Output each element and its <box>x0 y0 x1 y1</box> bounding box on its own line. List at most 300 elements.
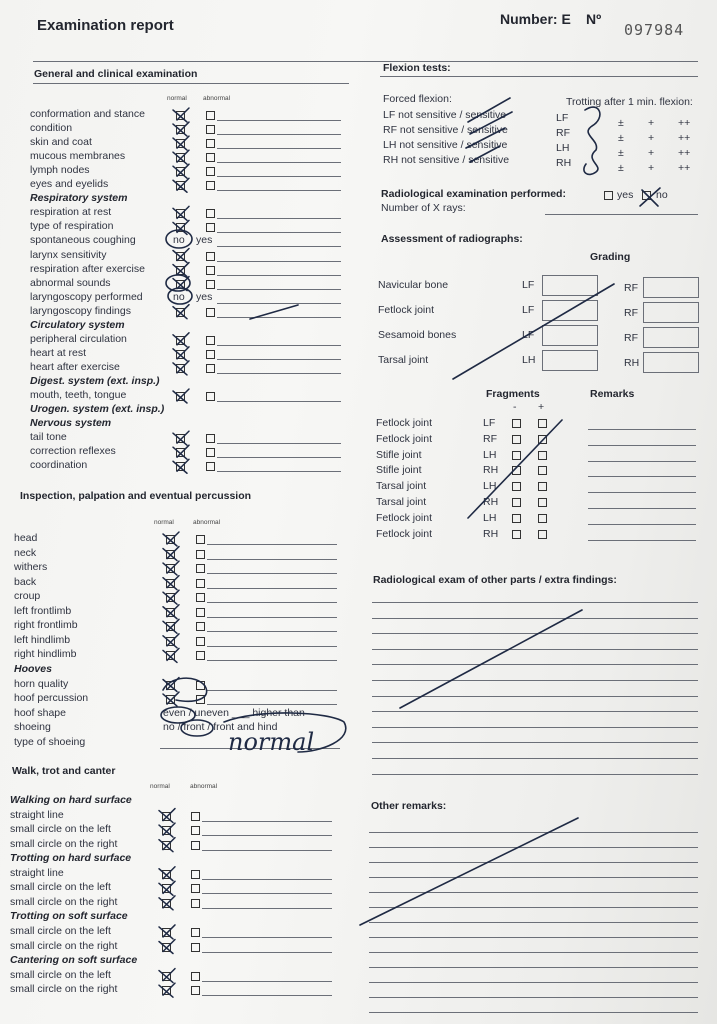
normal-checkbox[interactable] <box>176 167 185 176</box>
abnormal-checkbox[interactable] <box>206 336 215 345</box>
other-parts-line <box>372 649 698 650</box>
normal-checkbox[interactable] <box>176 434 185 443</box>
inspection-item-label: head <box>14 532 38 544</box>
grading-left-box[interactable] <box>542 275 598 296</box>
normal-checkbox[interactable] <box>166 622 175 631</box>
general-item-label: Nervous system <box>30 417 112 430</box>
grading-label: Grading <box>590 251 631 263</box>
inspection-item-label: hoof percussion <box>14 692 89 705</box>
fragment-joint-label: Stifle joint <box>376 464 422 477</box>
normal-checkbox[interactable] <box>166 550 175 559</box>
general-item-label: tail tone <box>30 431 67 444</box>
other-remarks-line <box>369 922 698 923</box>
trotting-score: ++ <box>678 117 691 129</box>
abnormal-checkbox[interactable] <box>191 841 200 850</box>
flexion-heading-rule <box>380 76 698 77</box>
grading-left-box[interactable] <box>542 325 598 346</box>
trotting-leg-label: LH <box>556 142 570 154</box>
abnormal-checkbox[interactable] <box>206 280 215 289</box>
other-parts-line <box>372 758 698 759</box>
abnormal-checkbox[interactable] <box>206 181 215 190</box>
remark-line <box>217 471 341 472</box>
option-yes-label: yes <box>196 290 213 303</box>
grading-left-box[interactable] <box>542 350 598 371</box>
fragment-leg-label: RH <box>483 527 499 540</box>
remark-line <box>217 401 341 402</box>
remark-line <box>207 544 337 545</box>
remark-line <box>217 345 341 346</box>
remark-line <box>207 588 337 589</box>
option-no-label: no <box>173 234 185 247</box>
fragment-leg-label: LH <box>483 448 497 461</box>
other-remarks-line <box>369 907 698 908</box>
fragment-joint-label: Fetlock joint <box>376 417 433 429</box>
remark-line <box>207 602 337 603</box>
other-parts-line <box>372 742 698 743</box>
fragments-minus: - <box>513 401 517 413</box>
trotting-score: ++ <box>678 147 691 159</box>
gait-col-normal: normal <box>150 783 170 790</box>
fragment-leg-label: RF <box>483 432 497 445</box>
trotting-score: + <box>648 147 655 159</box>
grading-right-leg: RF <box>624 282 638 294</box>
trotting-score: ± <box>618 162 624 174</box>
fragment-remark-line <box>588 461 696 462</box>
gait-item-label: straight line <box>10 808 64 821</box>
trotting-score: + <box>648 117 655 129</box>
trotting-score: ± <box>618 147 624 159</box>
normal-checkbox[interactable] <box>176 308 185 317</box>
fragment-remark-line <box>588 476 696 477</box>
remark-line <box>207 690 337 691</box>
abnormal-checkbox[interactable] <box>206 462 215 471</box>
fragment-minus-checkbox[interactable] <box>512 419 521 428</box>
grading-row-label: Sesamoid bones <box>378 329 457 341</box>
abnormal-checkbox[interactable] <box>196 637 205 646</box>
gait-item-label: Walking on hard surface <box>10 794 132 806</box>
general-item-label: conformation and stance <box>30 108 145 120</box>
type-of-shoeing-handwritten: normal <box>228 728 315 756</box>
normal-checkbox[interactable] <box>162 841 171 850</box>
forced-flexion-label: Forced flexion: <box>383 93 452 105</box>
remark-line <box>217 218 341 219</box>
normal-checkbox[interactable] <box>176 153 185 162</box>
normal-checkbox[interactable] <box>166 579 175 588</box>
fragment-leg-label: LH <box>483 511 497 524</box>
general-item-label: Digest. system (ext. insp.) <box>30 374 160 387</box>
gait-heading: Walk, trot and canter <box>12 765 116 777</box>
abnormal-checkbox[interactable] <box>196 651 205 660</box>
fragment-joint-label: Tarsal joint <box>376 480 427 493</box>
remark-line <box>202 981 332 982</box>
normal-checkbox[interactable] <box>176 209 185 218</box>
other-remarks-line <box>369 862 698 863</box>
trotting-score: + <box>648 132 655 144</box>
normal-checkbox[interactable] <box>166 593 175 602</box>
fragment-plus-checkbox[interactable] <box>538 451 547 460</box>
normal-checkbox[interactable] <box>166 651 175 660</box>
radiology-yes-label: yes <box>617 189 634 201</box>
general-item-label: laryngoscopy findings <box>30 304 131 317</box>
normal-checkbox[interactable] <box>166 564 175 573</box>
xrays-line <box>545 214 698 215</box>
remark-line <box>202 908 332 909</box>
fragment-plus-checkbox[interactable] <box>538 530 547 539</box>
remark-line <box>207 704 337 705</box>
normal-checkbox[interactable] <box>162 899 171 908</box>
grading-right-leg: RF <box>624 332 638 344</box>
remark-line <box>217 443 341 444</box>
normal-checkbox[interactable] <box>176 181 185 190</box>
remark-line <box>217 120 341 121</box>
general-item-label: Respiratory system <box>30 192 128 205</box>
abnormal-checkbox[interactable] <box>196 564 205 573</box>
abnormal-checkbox[interactable] <box>191 899 200 908</box>
normal-checkbox[interactable] <box>166 695 175 704</box>
inspection-item-label: withers <box>14 561 48 574</box>
normal-checkbox[interactable] <box>162 928 171 937</box>
general-col-normal: normal <box>167 95 187 102</box>
trotting-score: + <box>648 162 655 174</box>
xrays-label: Number of X rays: <box>381 202 466 214</box>
fragment-plus-checkbox[interactable] <box>538 435 547 444</box>
gait-item-label: small circle on the right <box>10 983 118 996</box>
grading-row-label: Navicular bone <box>378 279 449 291</box>
abnormal-checkbox[interactable] <box>206 167 215 176</box>
radiology-yes-checkbox[interactable] <box>604 191 613 200</box>
other-remarks-line <box>369 982 698 983</box>
remarks-label: Remarks <box>590 388 635 400</box>
general-heading: General and clinical examination <box>34 68 198 80</box>
abnormal-checkbox[interactable] <box>196 695 205 704</box>
fragment-plus-checkbox[interactable] <box>538 466 547 475</box>
abnormal-checkbox[interactable] <box>206 209 215 218</box>
abnormal-checkbox[interactable] <box>206 392 215 401</box>
gait-item-label: small circle on the left <box>10 924 111 937</box>
fragment-joint-label: Tarsal joint <box>376 496 427 508</box>
abnormal-checkbox[interactable] <box>191 870 200 879</box>
inspection-col-normal: normal <box>154 519 174 526</box>
flexion-line: RH not sensitive / sensitive <box>383 154 510 166</box>
fragment-leg-label: RH <box>483 464 499 477</box>
number-label: Number: E <box>500 11 571 27</box>
general-item-label: condition <box>30 122 73 135</box>
grading-left-leg: LH <box>522 354 536 366</box>
abnormal-checkbox[interactable] <box>206 139 215 148</box>
abnormal-checkbox[interactable] <box>196 622 205 631</box>
normal-checkbox[interactable] <box>176 125 185 134</box>
remark-line <box>217 457 341 458</box>
fragment-remark-line <box>588 524 696 525</box>
grading-left-leg: LF <box>522 279 535 291</box>
inspection-item-label: right frontlimb <box>14 619 78 632</box>
other-parts-line <box>372 680 698 681</box>
fragment-remark-line <box>588 429 696 430</box>
remark-line <box>217 275 341 276</box>
fragments-label: Fragments <box>486 388 540 400</box>
gait-item-label: small circle on the right <box>10 837 118 850</box>
remark-line <box>207 559 337 560</box>
other-parts-line <box>372 664 698 665</box>
other-remarks-heading: Other remarks: <box>371 800 447 812</box>
abnormal-checkbox[interactable] <box>191 884 200 893</box>
grading-right-box[interactable] <box>643 327 699 348</box>
fragment-joint-label: Stifle joint <box>376 448 422 461</box>
gait-item-label: small circle on the right <box>10 895 118 908</box>
abnormal-checkbox[interactable] <box>206 364 215 373</box>
other-parts-line <box>372 774 698 775</box>
option-no-label: no <box>173 290 185 303</box>
inspection-item-label: right hindlimb <box>14 648 77 661</box>
abnormal-checkbox[interactable] <box>196 608 205 617</box>
type-of-shoeing-line <box>160 748 340 749</box>
remark-line <box>217 232 341 233</box>
remark-line <box>207 617 337 618</box>
other-remarks-line <box>369 967 698 968</box>
remark-line <box>217 289 341 290</box>
normal-checkbox[interactable] <box>166 535 175 544</box>
general-item-label: Urogen. system (ext. insp.) <box>30 403 165 416</box>
inspection-item-label: left hindlimb <box>14 633 71 646</box>
fragment-minus-checkbox[interactable] <box>512 451 521 460</box>
normal-checkbox[interactable] <box>162 812 171 821</box>
fragment-plus-checkbox[interactable] <box>538 482 547 491</box>
other-parts-line <box>372 696 698 697</box>
grading-right-box[interactable] <box>643 352 699 373</box>
abnormal-checkbox[interactable] <box>196 579 205 588</box>
remark-line <box>217 190 341 191</box>
normal-checkbox[interactable] <box>176 392 185 401</box>
abnormal-checkbox[interactable] <box>191 928 200 937</box>
trotting-score: ++ <box>678 132 691 144</box>
grading-row-label: Fetlock joint <box>378 304 435 316</box>
trotting-leg-label: RF <box>556 127 570 139</box>
normal-checkbox[interactable] <box>162 943 171 952</box>
trotting-scribble <box>584 107 600 174</box>
other-remarks-line <box>369 847 698 848</box>
abnormal-checkbox[interactable] <box>191 826 200 835</box>
general-item-label: abnormal sounds <box>30 276 111 289</box>
remark-line <box>217 176 341 177</box>
general-item-label: skin and coat <box>30 136 92 149</box>
normal-checkbox[interactable] <box>176 336 185 345</box>
normal-checkbox[interactable] <box>166 637 175 646</box>
fragment-remark-line <box>588 508 696 509</box>
fragment-minus-checkbox[interactable] <box>512 435 521 444</box>
fragment-remark-line <box>588 492 696 493</box>
trotting-leg-label: LF <box>556 112 569 124</box>
shoeing-options: no / front / front and hind <box>163 721 278 734</box>
other-parts-heading: Radiological exam of other parts / extra findings: <box>373 574 617 586</box>
normal-checkbox[interactable] <box>176 252 185 261</box>
normal-checkbox[interactable] <box>176 266 185 275</box>
normal-checkbox[interactable] <box>176 139 185 148</box>
abnormal-checkbox[interactable] <box>206 308 215 317</box>
remark-line <box>202 821 332 822</box>
remark-line <box>207 573 337 574</box>
remark-line <box>217 246 341 247</box>
gait-item-label: small circle on the left <box>10 823 111 836</box>
abnormal-checkbox[interactable] <box>206 448 215 457</box>
fragment-plus-checkbox[interactable] <box>538 498 547 507</box>
other-parts-line <box>372 618 698 619</box>
fragments-plus: + <box>538 401 545 413</box>
fragment-remark-line <box>588 540 696 541</box>
normal-checkbox[interactable] <box>166 681 175 690</box>
other-remarks-strike <box>360 818 578 925</box>
fragment-plus-checkbox[interactable] <box>538 514 547 523</box>
abnormal-checkbox[interactable] <box>206 125 215 134</box>
normal-checkbox[interactable] <box>162 986 171 995</box>
gait-item-label: small circle on the left <box>10 968 111 981</box>
fragment-leg-label: LF <box>483 417 496 429</box>
remark-line <box>202 835 332 836</box>
trotting-after-flexion-label: Trotting after 1 min. flexion: <box>566 96 693 108</box>
abnormal-checkbox[interactable] <box>206 111 215 120</box>
trotting-score: ± <box>618 132 624 144</box>
other-parts-line <box>372 711 698 712</box>
general-item-label: mucous membranes <box>30 150 126 163</box>
abnormal-checkbox[interactable] <box>191 812 200 821</box>
abnormal-checkbox[interactable] <box>196 681 205 690</box>
abnormal-checkbox[interactable] <box>191 986 200 995</box>
inspection-item-label: left frontlimb <box>14 604 72 617</box>
remark-line <box>207 631 337 632</box>
fragment-joint-label: Fetlock joint <box>376 527 433 540</box>
fragment-plus-checkbox[interactable] <box>538 419 547 428</box>
general-item-label: mouth, teeth, tongue <box>30 389 127 401</box>
grading-left-box[interactable] <box>542 300 598 321</box>
gait-item-label: small circle on the right <box>10 939 118 952</box>
general-item-label: laryngoscopy performed <box>30 290 143 303</box>
abnormal-checkbox[interactable] <box>206 266 215 275</box>
general-item-label: larynx sensitivity <box>30 248 107 261</box>
trotting-score: ++ <box>678 162 691 174</box>
report-title: Examination report <box>37 17 174 34</box>
inspection-heading: Inspection, palpation and eventual percussion <box>20 490 252 502</box>
abnormal-checkbox[interactable] <box>191 972 200 981</box>
fragment-minus-checkbox[interactable] <box>512 482 521 491</box>
remark-line <box>217 261 341 262</box>
other-remarks-line <box>369 832 698 833</box>
grading-right-leg: RF <box>624 307 638 319</box>
other-remarks-line <box>369 937 698 938</box>
general-item-label: eyes and eyelids <box>30 178 109 191</box>
general-item-label: lymph nodes <box>30 164 90 177</box>
remark-line <box>202 850 332 851</box>
normal-checkbox[interactable] <box>176 364 185 373</box>
grading-row-label: Tarsal joint <box>378 354 429 366</box>
normal-checkbox[interactable] <box>176 448 185 457</box>
trotting-leg-label: RH <box>556 157 572 169</box>
gait-item-label: straight line <box>10 866 64 879</box>
normal-checkbox[interactable] <box>162 870 171 879</box>
general-item-label: spontaneous coughing <box>30 234 136 247</box>
abnormal-checkbox[interactable] <box>196 550 205 559</box>
normal-checkbox[interactable] <box>176 350 185 359</box>
remark-line <box>217 148 341 149</box>
fragment-minus-checkbox[interactable] <box>512 498 521 507</box>
abnormal-checkbox[interactable] <box>196 593 205 602</box>
normal-checkbox[interactable] <box>176 280 185 289</box>
fragment-minus-checkbox[interactable] <box>512 514 521 523</box>
abnormal-checkbox[interactable] <box>191 943 200 952</box>
flexion-line: LF not sensitive / sensitive <box>383 109 507 121</box>
gait-item-label: Trotting on soft surface <box>10 910 128 923</box>
radiology-performed-label: Radiological examination performed: <box>381 188 566 200</box>
other-parts-line <box>372 602 698 603</box>
grading-right-box[interactable] <box>643 277 699 298</box>
remark-line <box>202 995 332 996</box>
remark-line <box>217 317 341 318</box>
option-yes-label: yes <box>196 234 213 247</box>
normal-checkbox[interactable] <box>162 884 171 893</box>
gait-item-label: Cantering on soft surface <box>10 954 138 967</box>
fragment-leg-label: LH <box>483 480 497 493</box>
inspection-item-label: shoeing <box>14 721 51 734</box>
normal-checkbox[interactable] <box>162 826 171 835</box>
fragment-minus-checkbox[interactable] <box>512 466 521 475</box>
normal-checkbox[interactable] <box>176 111 185 120</box>
gait-item-label: Trotting on hard surface <box>10 852 132 865</box>
flexion-line: LH not sensitive / sensitive <box>383 139 508 151</box>
normal-checkbox[interactable] <box>176 223 185 232</box>
radiology-no-label: no <box>656 189 668 201</box>
abnormal-checkbox[interactable] <box>206 153 215 162</box>
inspection-item-label: Hooves <box>14 662 52 675</box>
grading-right-leg: RH <box>624 357 640 369</box>
hoof-shape-options: even / uneven ___ higher than <box>163 706 305 719</box>
general-item-label: peripheral circulation <box>30 332 127 345</box>
grading-left-leg: LF <box>522 304 535 316</box>
general-item-label: heart at rest <box>30 346 87 359</box>
remark-line <box>202 952 332 953</box>
remark-line <box>207 660 337 661</box>
abnormal-checkbox[interactable] <box>206 252 215 261</box>
abnormal-checkbox[interactable] <box>206 434 215 443</box>
general-heading-rule <box>33 83 349 84</box>
normal-checkbox[interactable] <box>166 608 175 617</box>
assessment-heading: Assessment of radiographs: <box>381 233 523 245</box>
general-col-abnormal: abnormal <box>203 95 231 102</box>
remark-line <box>217 359 341 360</box>
header-rule <box>33 61 698 62</box>
normal-checkbox[interactable] <box>176 462 185 471</box>
inspection-col-abnormal: abnormal <box>193 519 221 526</box>
remark-line <box>217 303 341 304</box>
trotting-score: ± <box>618 117 624 129</box>
inspection-item-label: horn quality <box>14 677 69 690</box>
flexion-heading: Flexion tests: <box>383 62 451 74</box>
remark-line <box>207 646 337 647</box>
other-remarks-line <box>369 1012 698 1013</box>
other-remarks-line <box>369 892 698 893</box>
general-item-label: respiration after exercise <box>30 262 145 275</box>
abnormal-checkbox[interactable] <box>206 223 215 232</box>
remark-line <box>202 893 332 894</box>
grading-right-box[interactable] <box>643 302 699 323</box>
other-remarks-line <box>369 952 698 953</box>
inspection-item-label: type of shoeing <box>14 735 86 748</box>
other-remarks-line <box>369 997 698 998</box>
inspection-item-label: neck <box>14 546 37 559</box>
abnormal-checkbox[interactable] <box>206 350 215 359</box>
normal-checkbox[interactable] <box>162 972 171 981</box>
radiology-no-checkbox[interactable] <box>642 191 651 200</box>
fragment-minus-checkbox[interactable] <box>512 530 521 539</box>
abnormal-checkbox[interactable] <box>196 535 205 544</box>
remark-line <box>217 162 341 163</box>
